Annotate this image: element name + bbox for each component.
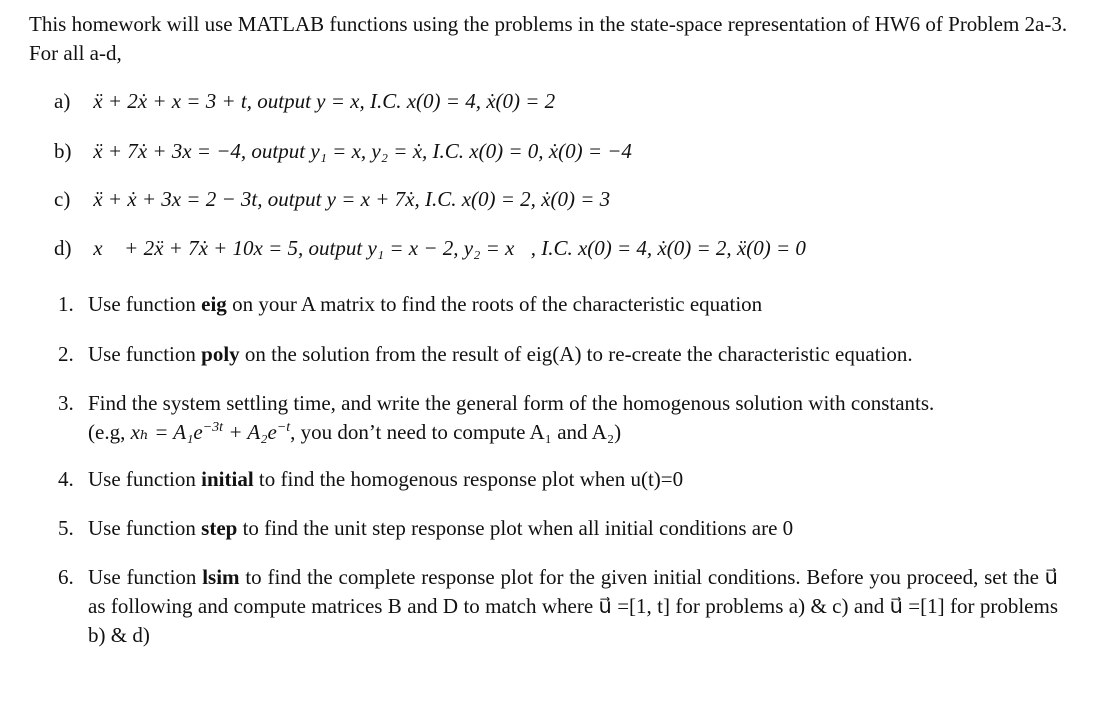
task-text: Use function xyxy=(88,467,202,491)
problem-label: c) xyxy=(54,187,71,211)
function-name: eig xyxy=(201,292,227,316)
problem-equation: ẍ + ẋ + 3x = 2 − 3t, output y = x + 7ẋ, I.C. x(0) = 2, ẋ(0) = 3 xyxy=(93,187,611,211)
task-4 xyxy=(58,465,1058,494)
task-text: Find the system settling time, and write the general form of the homogenous solution with constants. xyxy=(88,391,935,415)
task-number: 2. xyxy=(58,342,74,366)
task-1 xyxy=(58,290,1058,319)
problem-label: a) xyxy=(54,89,71,113)
problem-d xyxy=(54,236,806,261)
task-2 xyxy=(58,340,1058,369)
task-text: , you don’t need to compute A₁ and A₂) xyxy=(290,420,622,444)
problem-label: d) xyxy=(54,236,72,260)
problem-c xyxy=(54,187,610,212)
problem-a xyxy=(54,89,555,114)
task-number: 5. xyxy=(58,516,74,540)
problem-equation: ẍ + 7ẋ + 3x = −4, output y₁ = x, y₂ = ẋ, I.C. x(0) = 0, ẋ(0) = −4 xyxy=(93,139,632,163)
task-text: on your A matrix to find the roots of the characteristic equation xyxy=(226,292,763,316)
task-text: Use function xyxy=(88,342,202,366)
task-number: 6. xyxy=(58,565,74,589)
problem-b xyxy=(54,139,632,164)
intro-paragraph: This homework will use MATLAB functions using the problems in the state-space representation of HW6 of Problem 2a-3. For all a-d, xyxy=(29,12,1068,65)
task-5 xyxy=(58,514,1058,543)
example-formula: $x_h = A_1e^{-3t} + A_2e^{-t}$ xyxy=(130,420,291,444)
function-name: poly xyxy=(201,342,240,366)
task-3 xyxy=(58,389,1058,447)
task-number: 3. xyxy=(58,391,74,415)
task-text: Use function xyxy=(88,516,202,540)
function-name: lsim xyxy=(202,565,240,589)
task-text: (e.g, xyxy=(88,420,131,444)
problem-label: b) xyxy=(54,139,72,163)
task-example-line xyxy=(88,418,1058,447)
task-number: 4. xyxy=(58,467,74,491)
task-text: Use function xyxy=(88,565,203,589)
problem-equation: x⃛ + 2ẍ + 7ẋ + 10x = 5, output y₁ = x − 2, y₂ = x⃛, I.C. x(0) = 4, ẋ(0) = 2, ẍ(0) = 0 xyxy=(93,236,806,260)
task-text: to find the homogenous response plot when u(t)=0 xyxy=(253,467,684,491)
problem-equation: ẍ + 2ẋ + x = 3 + t, output y = x, I.C. x(0) = 4, ẋ(0) = 2 xyxy=(93,89,556,113)
task-number: 1. xyxy=(58,292,74,316)
function-name: step xyxy=(201,516,238,540)
task-6 xyxy=(58,563,1058,650)
task-text: to find the complete response plot for the given initial conditions. Before you proceed, set the u⃗ as following and compute matrices B and D to match where u⃗ =[1, t] for problems a) & c) and u⃗ =[1] for problems b) & d) xyxy=(88,565,1058,647)
task-text: Use function xyxy=(88,292,202,316)
function-name: initial xyxy=(201,467,254,491)
task-text: on the solution from the result of eig(A) to re-create the characteristic equation. xyxy=(239,342,913,366)
task-text: to find the unit step response plot when all initial conditions are 0 xyxy=(237,516,794,540)
